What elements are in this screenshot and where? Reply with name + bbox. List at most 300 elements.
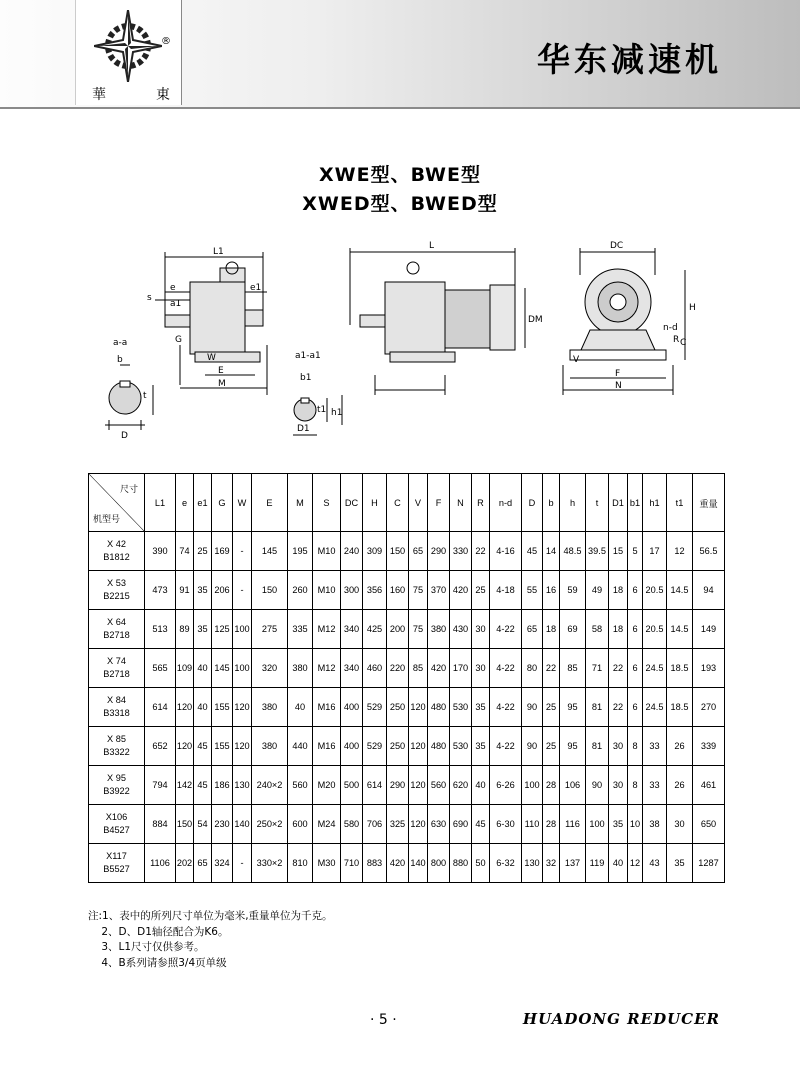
table-cell: 149 [693, 610, 725, 649]
dim-label-t: t [143, 391, 147, 401]
table-cell: - [233, 532, 252, 571]
table-cell: 340 [341, 610, 363, 649]
table-cell: 420 [428, 649, 450, 688]
table-cell: 26 [667, 727, 693, 766]
table-cell: 65 [409, 532, 428, 571]
table-cell: 260 [288, 571, 313, 610]
table-row [89, 571, 725, 610]
table-cell: 25 [543, 688, 560, 727]
dim-label-t1: t1 [317, 405, 327, 415]
table-cell: 69 [560, 610, 586, 649]
table-row [89, 532, 725, 571]
table-cell: M16 [313, 727, 341, 766]
table-cell: 85 [409, 649, 428, 688]
table-cell: 706 [363, 805, 387, 844]
table-corner-cell [89, 474, 145, 532]
note-line: 2、D、D1轴径配合为K6。 [88, 925, 229, 938]
table-cell: M24 [313, 805, 341, 844]
table-cell: 275 [252, 610, 288, 649]
table-cell: 30 [609, 766, 628, 805]
table-cell: 460 [363, 649, 387, 688]
table-cell: 473 [145, 571, 176, 610]
table-cell: 28 [543, 766, 560, 805]
model-cell [89, 571, 145, 610]
model-x-code: X 85 [107, 734, 126, 744]
model-cell [89, 532, 145, 571]
model-b-code: B3322 [103, 747, 130, 757]
table-cell: 18 [609, 571, 628, 610]
table-cell: 33 [643, 766, 667, 805]
table-cell: 150 [387, 532, 409, 571]
logo-char-right: 東 [156, 87, 170, 103]
table-cell: 884 [145, 805, 176, 844]
table-cell: 420 [387, 844, 409, 883]
table-cell: 14 [543, 532, 560, 571]
table-cell: 35 [667, 844, 693, 883]
table-cell: 90 [586, 766, 609, 805]
dim-label-E: E [218, 366, 224, 376]
footnotes [88, 909, 333, 971]
model-x-code: X 64 [107, 617, 126, 627]
table-cell: 400 [341, 727, 363, 766]
note-line: 4、B系列请参照3/4页单级 [88, 956, 227, 969]
table-cell: 461 [693, 766, 725, 805]
table-cell: 380 [428, 610, 450, 649]
header-rule [0, 107, 800, 109]
column-header: h [560, 474, 586, 532]
table-cell: 6 [628, 649, 643, 688]
table-cell: 150 [176, 805, 194, 844]
table-cell: 20.5 [643, 610, 667, 649]
table-cell: 356 [363, 571, 387, 610]
table-row [89, 688, 725, 727]
model-cell [89, 766, 145, 805]
table-cell: 530 [450, 688, 472, 727]
reducer-motor-drawing [350, 248, 525, 395]
table-cell: 43 [643, 844, 667, 883]
table-cell: 250 [387, 688, 409, 727]
model-b-code: B5527 [103, 864, 130, 874]
column-header: M [288, 474, 313, 532]
table-cell: 109 [176, 649, 194, 688]
table-cell: 145 [252, 532, 288, 571]
table-cell: 35 [609, 805, 628, 844]
table-cell: 32 [543, 844, 560, 883]
dim-label-N: N [615, 381, 622, 391]
table-cell: M10 [313, 571, 341, 610]
table-cell: 650 [693, 805, 725, 844]
table-cell: 1287 [693, 844, 725, 883]
table-cell: 320 [252, 649, 288, 688]
table-cell: 500 [341, 766, 363, 805]
table-cell: 106 [560, 766, 586, 805]
table-cell: 48.5 [560, 532, 586, 571]
table-cell: 90 [522, 727, 543, 766]
table-cell: 530 [450, 727, 472, 766]
table-cell: 24.5 [643, 649, 667, 688]
table-cell: 35 [472, 688, 490, 727]
table-cell: 10 [628, 805, 643, 844]
table-cell: 6 [628, 571, 643, 610]
table-cell: M16 [313, 688, 341, 727]
table-cell: 250×2 [252, 805, 288, 844]
table-cell: 120 [409, 688, 428, 727]
table-cell: 380 [288, 649, 313, 688]
table-cell: 116 [560, 805, 586, 844]
model-b-code: B3922 [103, 786, 130, 796]
table-cell: 18 [543, 610, 560, 649]
table-cell: 560 [288, 766, 313, 805]
model-cell [89, 649, 145, 688]
dimension-table [88, 473, 725, 883]
model-b-code: B3318 [103, 708, 130, 718]
table-cell: 89 [176, 610, 194, 649]
table-cell: 620 [450, 766, 472, 805]
column-header: b1 [628, 474, 643, 532]
company-logo [75, 0, 182, 105]
table-row [89, 727, 725, 766]
table-cell: 324 [212, 844, 233, 883]
column-header: h1 [643, 474, 667, 532]
footer-brand: HUADONG REDUCER [522, 1010, 720, 1028]
dim-label-L: L [429, 241, 435, 251]
table-cell: 65 [522, 610, 543, 649]
table-cell: 339 [693, 727, 725, 766]
dim-label-DC: DC [610, 241, 624, 251]
table-cell: 38 [643, 805, 667, 844]
model-x-code: X 84 [107, 695, 126, 705]
front-view-drawing [563, 248, 685, 395]
table-cell: 49 [586, 571, 609, 610]
table-cell: 150 [252, 571, 288, 610]
table-cell: 65 [194, 844, 212, 883]
table-cell: 380 [252, 727, 288, 766]
section-label-aa: a-a [113, 338, 128, 348]
column-header: 重量 [693, 474, 725, 532]
table-cell: 137 [560, 844, 586, 883]
table-cell: 420 [450, 571, 472, 610]
table-cell: 91 [176, 571, 194, 610]
table-cell: 206 [212, 571, 233, 610]
gear-star-logo-icon [94, 10, 162, 82]
model-b-code: B2718 [103, 630, 130, 640]
column-header: D [522, 474, 543, 532]
table-cell: 270 [693, 688, 725, 727]
model-cell [89, 727, 145, 766]
table-cell: 125 [212, 610, 233, 649]
table-cell: 120 [233, 688, 252, 727]
table-cell: 120 [176, 688, 194, 727]
table-cell: 40 [288, 688, 313, 727]
dim-label-b1: b1 [300, 373, 312, 383]
table-cell: 22 [609, 688, 628, 727]
table-cell: 28 [543, 805, 560, 844]
model-b-code: B1812 [103, 552, 130, 562]
table-cell: - [233, 571, 252, 610]
dim-label-H: H [689, 303, 696, 313]
table-cell: 380 [252, 688, 288, 727]
table-cell: 35 [194, 610, 212, 649]
column-header: E [252, 474, 288, 532]
table-cell: 25 [472, 571, 490, 610]
table-row [89, 805, 725, 844]
registered-mark: ® [161, 36, 171, 47]
table-cell: 95 [560, 727, 586, 766]
table-cell: 56.5 [693, 532, 725, 571]
table-cell: 186 [212, 766, 233, 805]
table-cell: 40 [609, 844, 628, 883]
column-header: L1 [145, 474, 176, 532]
table-cell: 45 [472, 805, 490, 844]
table-cell: 614 [363, 766, 387, 805]
dim-label-W: W [207, 353, 216, 363]
table-cell: 8 [628, 766, 643, 805]
dim-label-nd: n-d [663, 323, 678, 333]
table-cell: 440 [288, 727, 313, 766]
model-title-line1: XWE型、BWE型 [319, 164, 481, 186]
table-cell: 22 [543, 649, 560, 688]
table-cell: 40 [194, 649, 212, 688]
model-x-code: X106 [105, 812, 128, 822]
table-cell: 195 [288, 532, 313, 571]
table-row [89, 844, 725, 883]
model-x-code: X 53 [107, 578, 126, 588]
table-cell: 6 [628, 610, 643, 649]
corner-label-dimension: 尺寸 [119, 484, 138, 494]
table-cell: 370 [428, 571, 450, 610]
table-cell: 600 [288, 805, 313, 844]
dim-label-M: M [218, 379, 226, 389]
model-x-code: X 42 [107, 539, 126, 549]
table-cell: 169 [212, 532, 233, 571]
brand-title: 华东减速机 [537, 40, 722, 79]
model-cell [89, 688, 145, 727]
table-cell: 110 [522, 805, 543, 844]
table-cell: 33 [643, 727, 667, 766]
table-cell: M30 [313, 844, 341, 883]
table-cell: 810 [288, 844, 313, 883]
dim-label-s: s [147, 293, 152, 303]
table-cell: 74 [176, 532, 194, 571]
table-cell: 4-16 [490, 532, 522, 571]
table-cell: 4-18 [490, 571, 522, 610]
model-b-code: B4527 [103, 825, 130, 835]
table-cell: 240 [341, 532, 363, 571]
column-header: DC [341, 474, 363, 532]
logo-chinese-text [92, 84, 170, 104]
table-cell: 614 [145, 688, 176, 727]
column-header: t1 [667, 474, 693, 532]
table-cell: 6-30 [490, 805, 522, 844]
table-cell: 430 [450, 610, 472, 649]
table-cell: 30 [609, 727, 628, 766]
table-cell: 529 [363, 727, 387, 766]
table-cell: 95 [560, 688, 586, 727]
table-cell: 290 [387, 766, 409, 805]
table-cell: 45 [194, 766, 212, 805]
model-cell [89, 844, 145, 883]
table-cell: 24.5 [643, 688, 667, 727]
table-cell: 71 [586, 649, 609, 688]
table-cell: 6-32 [490, 844, 522, 883]
table-cell: M12 [313, 649, 341, 688]
table-cell: 130 [522, 844, 543, 883]
table-cell: 883 [363, 844, 387, 883]
table-cell: 565 [145, 649, 176, 688]
table-cell: 20.5 [643, 571, 667, 610]
table-cell: 40 [194, 688, 212, 727]
table-cell: 140 [233, 805, 252, 844]
table-cell: M10 [313, 532, 341, 571]
table-cell: 880 [450, 844, 472, 883]
table-cell: 100 [233, 649, 252, 688]
table-cell: 160 [387, 571, 409, 610]
table-cell: 100 [522, 766, 543, 805]
model-b-code: B2215 [103, 591, 130, 601]
table-cell: 100 [586, 805, 609, 844]
model-x-code: X117 [106, 851, 127, 861]
table-cell: 14.5 [667, 610, 693, 649]
table-body [89, 532, 725, 883]
table-cell: 22 [609, 649, 628, 688]
table-cell: 5 [628, 532, 643, 571]
table-cell: 230 [212, 805, 233, 844]
table-cell: 794 [145, 766, 176, 805]
table-row [89, 649, 725, 688]
table-cell: 155 [212, 727, 233, 766]
table-cell: 193 [693, 649, 725, 688]
dim-label-G: G [175, 335, 182, 345]
table-cell: 240×2 [252, 766, 288, 805]
column-header: N [450, 474, 472, 532]
table-cell: 22 [472, 532, 490, 571]
table-cell: 580 [341, 805, 363, 844]
table-cell: 400 [341, 688, 363, 727]
table-cell: 290 [428, 532, 450, 571]
table-cell: 75 [409, 571, 428, 610]
table-cell: 12 [667, 532, 693, 571]
table-cell: 425 [363, 610, 387, 649]
table-cell: 100 [233, 610, 252, 649]
table-cell: 690 [450, 805, 472, 844]
table-cell: 335 [288, 610, 313, 649]
table-cell: 330 [450, 532, 472, 571]
table-cell: 45 [194, 727, 212, 766]
table-cell: 18.5 [667, 688, 693, 727]
table-cell: 202 [176, 844, 194, 883]
table-cell: 4-22 [490, 688, 522, 727]
column-header: b [543, 474, 560, 532]
table-cell: M12 [313, 610, 341, 649]
table-cell: 140 [409, 844, 428, 883]
table-cell: 59 [560, 571, 586, 610]
table-cell: 4-22 [490, 610, 522, 649]
dim-label-L1: L1 [213, 247, 224, 257]
table-cell: 330×2 [252, 844, 288, 883]
column-header: F [428, 474, 450, 532]
table-cell: 1106 [145, 844, 176, 883]
table-cell: 120 [409, 766, 428, 805]
table-cell: 120 [233, 727, 252, 766]
dim-label-D1: D1 [297, 424, 310, 434]
table-cell: 16 [543, 571, 560, 610]
dim-label-e1: e1 [250, 283, 262, 293]
table-cell: 120 [409, 805, 428, 844]
page-number: · 5 · [370, 1012, 397, 1028]
table-cell: 119 [586, 844, 609, 883]
table-cell: 250 [387, 727, 409, 766]
table-cell: 170 [450, 649, 472, 688]
table-cell: 630 [428, 805, 450, 844]
column-header: n-d [490, 474, 522, 532]
table-cell: 35 [194, 571, 212, 610]
model-cell [89, 610, 145, 649]
table-cell: 58 [586, 610, 609, 649]
column-header: C [387, 474, 409, 532]
dimension-drawings [95, 230, 705, 445]
model-title-line2: XWED型、BWED型 [302, 193, 498, 215]
table-cell: 30 [472, 610, 490, 649]
dim-label-R: R [673, 335, 680, 345]
column-header: e [176, 474, 194, 532]
column-header: e1 [194, 474, 212, 532]
table-cell: 12 [628, 844, 643, 883]
note-line: 3、L1尺寸仅供参考。 [88, 941, 205, 953]
column-header: D1 [609, 474, 628, 532]
reducer-side-view-drawing [155, 252, 267, 395]
table-cell: 55 [522, 571, 543, 610]
table-cell: 26 [667, 766, 693, 805]
table-cell: 80 [522, 649, 543, 688]
table-header-row [89, 474, 725, 532]
table-cell: 25 [194, 532, 212, 571]
table-cell: 390 [145, 532, 176, 571]
table-cell: 325 [387, 805, 409, 844]
table-cell: 560 [428, 766, 450, 805]
model-b-code: B2718 [103, 669, 130, 679]
table-cell: M20 [313, 766, 341, 805]
table-cell: 14.5 [667, 571, 693, 610]
model-x-code: X 74 [107, 656, 126, 666]
table-cell: 35 [472, 727, 490, 766]
table-cell: 800 [428, 844, 450, 883]
dim-label-D: D [121, 431, 128, 441]
table-cell: 480 [428, 688, 450, 727]
table-cell: 145 [212, 649, 233, 688]
table-cell: 480 [428, 727, 450, 766]
table-cell: 529 [363, 688, 387, 727]
table-cell: 94 [693, 571, 725, 610]
table-cell: 6-26 [490, 766, 522, 805]
table-cell: 120 [176, 727, 194, 766]
table-cell: 220 [387, 649, 409, 688]
dim-label-F: F [615, 369, 621, 379]
table-cell: 340 [341, 649, 363, 688]
dim-label-C: C [680, 338, 687, 348]
dim-label-h1: h1 [331, 408, 343, 418]
table-cell: 90 [522, 688, 543, 727]
table-cell: 45 [522, 532, 543, 571]
table-cell: 4-22 [490, 649, 522, 688]
table-cell: 130 [233, 766, 252, 805]
table-cell: 155 [212, 688, 233, 727]
corner-label-model: 机型号 [93, 514, 121, 524]
table-cell: 25 [543, 727, 560, 766]
column-header: S [313, 474, 341, 532]
dim-label-b: b [117, 355, 123, 365]
column-header: W [233, 474, 252, 532]
dim-label-DM: DM [528, 315, 543, 325]
